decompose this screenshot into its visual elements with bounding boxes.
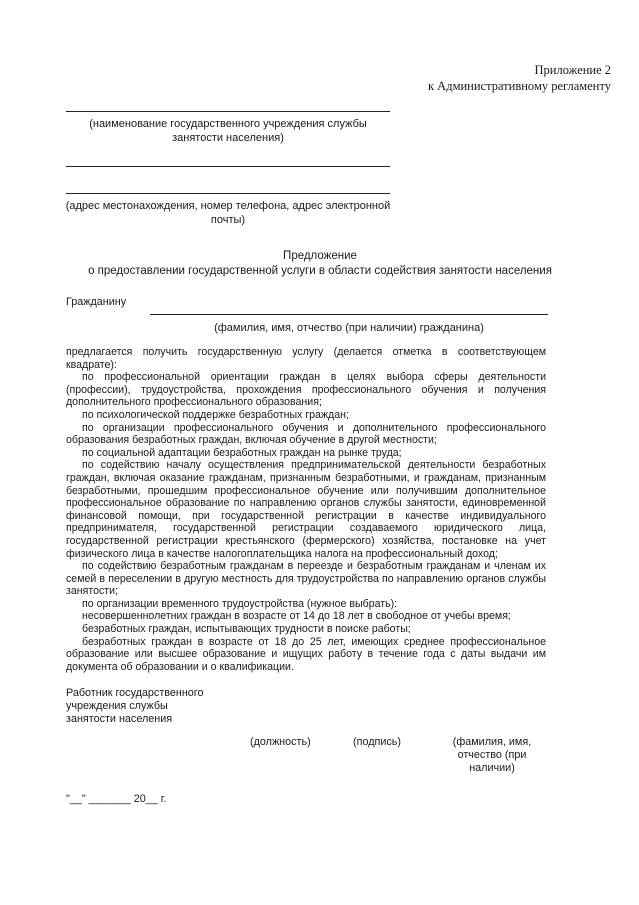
signature-caption: (подпись) (353, 736, 402, 748)
list-item: несовершеннолетних граждан в возрасте от 14 до 18 лет в свободное от учебы время; (82, 610, 511, 623)
recipient-label: Гражданину (66, 296, 127, 308)
full-name-line-2: отчество (при (457, 749, 527, 761)
worker-label (66, 687, 246, 726)
list-item: безработных граждан, испытывающих трудности в поиске работы; (82, 623, 411, 636)
institution-caption: (наименование государственного учреждения службы занятости населения) (89, 118, 367, 144)
recipient-name-line (150, 314, 548, 315)
list-item: по профессиональной ориентации граждан в целях выбора сферы деятельности (профессии), трудоустройства, прохождения профессионального обучения и получения дополнительного профессионального образования; (66, 371, 546, 409)
recipient-caption: (фамилия, имя, отчество (при наличии) гражданина) (214, 322, 484, 334)
address-caption: (адрес местонахождения, номер телефона, адрес электронной почты) (65, 200, 391, 226)
worker-line-2: учреждения службы (66, 700, 168, 712)
position-caption: (должность) (250, 736, 311, 748)
title-line-1: Предложение (283, 250, 357, 262)
address-line-1 (66, 166, 390, 167)
services-list (66, 346, 546, 673)
date-line: "__" _______ 20__ г. (66, 793, 167, 805)
list-item: по содействию началу осуществления предпринимательской деятельности безработных граждан, включая оказание гражданам, признанным безработными, и гражданам, признанным безработными, прошедшим профессиональное обучение или получившим дополнительное профессиональное образование по направлению органов службы занятости, единовременной финансовой помощи, при государственной регистрации в качестве индивидуального предпринимателя, государственной регистрации создаваемого юридического лица, государственной регистрации крестьянского (фермерского) хозяйства, постановке на учет физического лица в качестве налогоплательщика налога на профессиональный доход; (66, 459, 546, 560)
intro-text: предлагается получить государственную услугу (делается отметка в соответствующем квадрате): (66, 346, 546, 371)
title-line-2: о предоставлении государственной услуги в области содействия занятости населения (88, 265, 552, 277)
address-line-2 (66, 193, 390, 194)
list-item: по организации временного трудоустройства (нужное выбрать): (82, 597, 398, 610)
institution-name-line (66, 111, 390, 112)
full-name-line-1: (фамилия, имя, (452, 736, 532, 748)
list-item: по социальной адаптации безработных граждан на рынке труда; (82, 446, 402, 459)
document-title (60, 249, 580, 279)
worker-line-1: Работник государственного (66, 687, 204, 699)
list-item: по психологической поддержке безработных граждан; (82, 408, 349, 421)
full-name-caption (450, 736, 534, 775)
appendix-header (428, 62, 611, 94)
list-item: по организации профессионального обучения и дополнительного профессионального образования безработных граждан, включая обучение в другой местности; (66, 421, 546, 447)
appendix-line-1: Приложение 2 (534, 63, 611, 77)
full-name-line-3: наличии) (469, 762, 515, 774)
appendix-line-2: к Административному регламенту (427, 79, 611, 93)
list-item: по содействию безработным гражданам в переезде и безработным гражданам и членам их семей в переселении в другую местность для трудоустройства по направлению органов службы занятости; (66, 560, 546, 598)
worker-line-3: занятости населения (66, 713, 173, 725)
list-item: безработных граждан в возрасте от 18 до 25 лет, имеющих среднее профессиональное образование или высшее образование и ищущих работу в течение года с даты выдачи им документа об образовании и о квалификации. (66, 635, 546, 673)
